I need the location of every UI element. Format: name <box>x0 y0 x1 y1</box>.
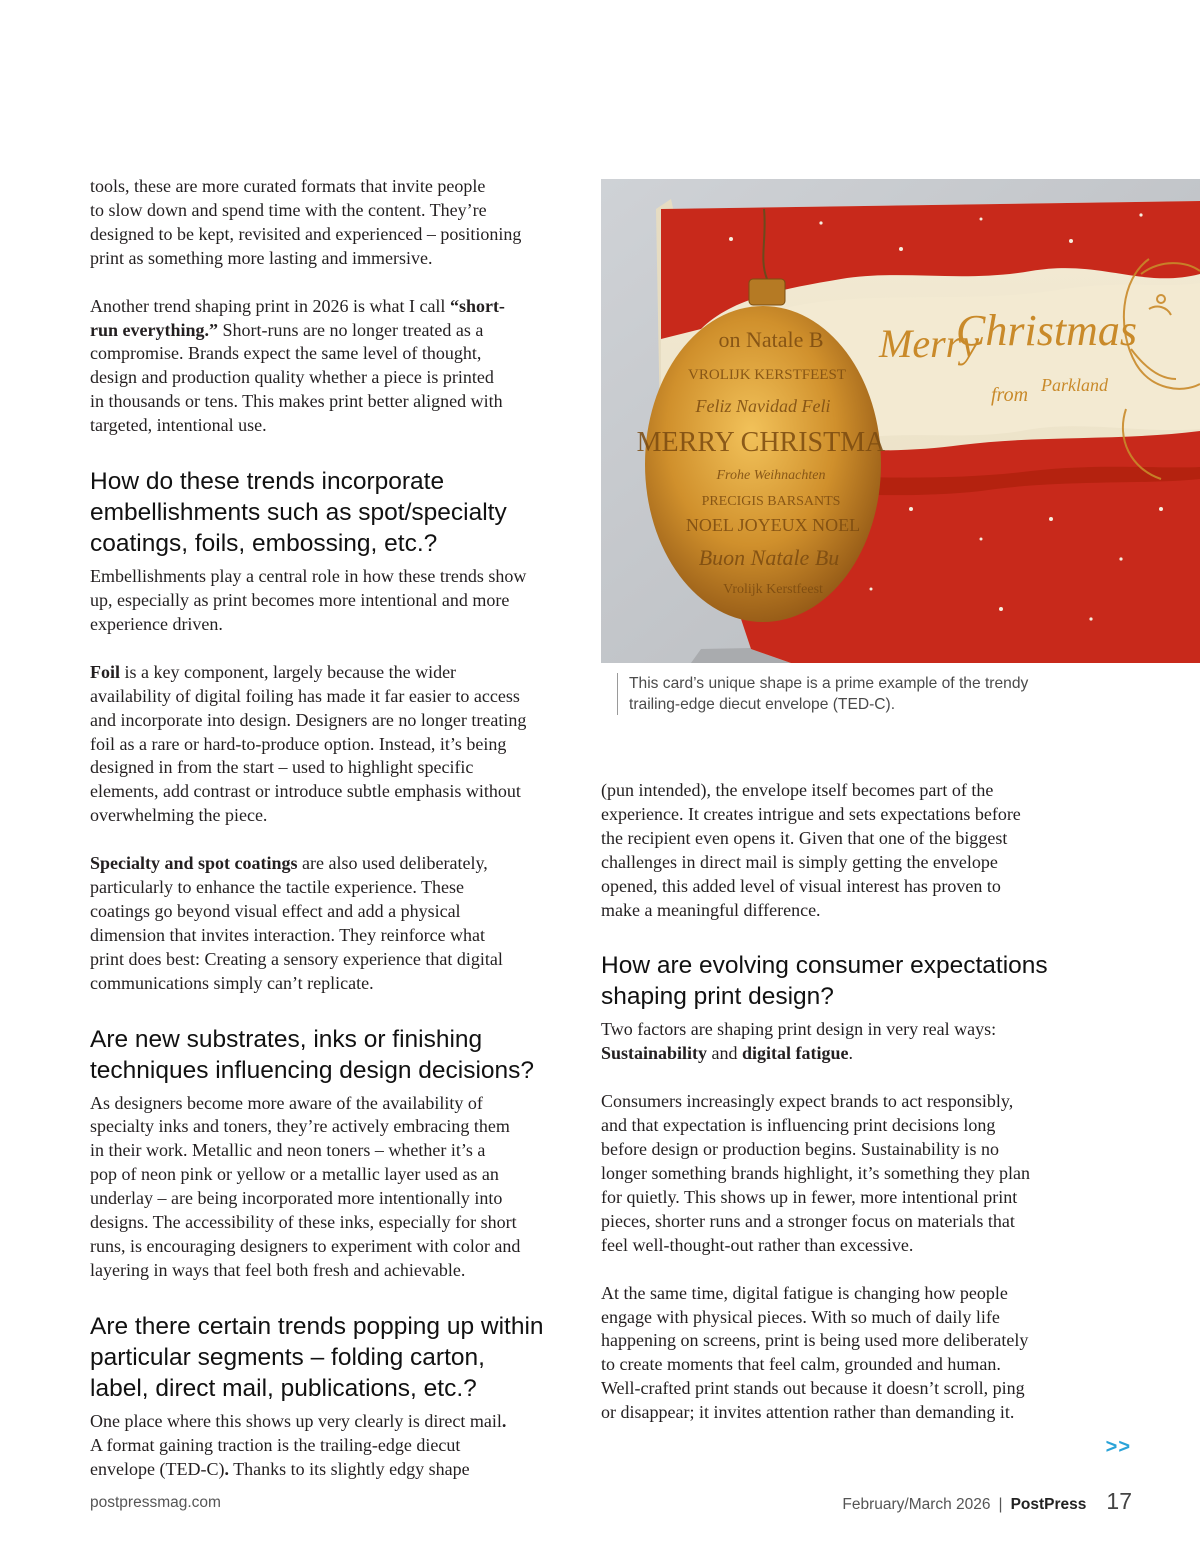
footer-website: postpressmag.com <box>90 1494 221 1511</box>
svg-text:PRECIGIS BARSANTS: PRECIGIS BARSANTS <box>701 494 841 509</box>
body-paragraph: As designers become more aware of the availability of specialty inks and toners, they’re actively embracing them in their work. Metallic and neon toners – whether it’s a pop of neon pink or yellow or a metallic layer used as an underlay – are being incorporated more intentionally into designs. The accessibility of these inks, especially for short runs, is encouraging designers to experiment with color and layering in ways that feel both fresh and achievable. <box>90 1092 521 1280</box>
figure-caption: This card’s unique shape is a prime example of the trendy trailing-edge diecut envelope (TED-C). <box>617 673 1149 715</box>
svg-text:Vrolijk Kerstfeest: Vrolijk Kerstfeest <box>723 582 823 597</box>
footer-separator: | <box>998 1496 1003 1513</box>
bold-term: Foil <box>90 661 120 682</box>
section-heading: How are evolving consumer expectations shaping print design? <box>601 952 1048 1011</box>
body-paragraph: Embellishments play a central role in how these trends show up, especially as print becomes more intentional and more experience driven. <box>90 566 527 634</box>
card-illustration <box>601 179 1200 663</box>
card-merry-text: Merry <box>879 321 979 366</box>
svg-text:MERRY CHRISTMA: MERRY CHRISTMA <box>636 427 886 458</box>
footer-issue-date: February/March 2026 <box>842 1496 991 1513</box>
svg-text:Buon Natale Bu: Buon Natale Bu <box>698 545 840 570</box>
card-christmas-text: Christmas <box>956 306 1137 355</box>
card-sender-text: Parkland <box>1041 375 1108 395</box>
left-column <box>90 175 580 1482</box>
bold-term: Sustainability <box>601 1043 708 1064</box>
section-heading: Are there certain trends popping up within particular segments – folding carton, label, direct mail, publications, etc.? <box>90 1312 544 1402</box>
bold-term: “short- run everything.” <box>90 295 505 340</box>
christmas-card-photo <box>601 179 1200 663</box>
svg-text:Frohe Weihnachten: Frohe Weihnachten <box>716 468 826 483</box>
footer-issue-info <box>842 1488 1132 1515</box>
right-column <box>601 779 1091 1425</box>
body-paragraph: Another trend shaping print in 2026 is what I call “short- run everything.” Short-runs are no longer treated as a compromise. Brands expect the same level of thought, design and production quality whether a piece is printed in thousands or tens. This makes print better aligned with targeted, intentional use. <box>90 295 505 436</box>
svg-text:VROLIJK KERSTFEEST: VROLIJK KERSTFEEST <box>688 367 846 383</box>
svg-text:NOEL JOYEUX NOEL: NOEL JOYEUX NOEL <box>685 515 861 535</box>
section-heading: Are new substrates, inks or finishing techniques influencing design decisions? <box>90 1025 535 1084</box>
svg-text:on Natale B: on Natale B <box>718 327 824 352</box>
continue-arrow-icon: >> <box>1105 1436 1131 1458</box>
card-from-text: from <box>991 384 1029 406</box>
section-heading: How do these trends incorporate embellishments such as spot/specialty coatings, foils, embossing, etc.? <box>90 468 507 558</box>
body-paragraph: (pun intended), the envelope itself becomes part of the experience. It creates intrigue and sets expectations before the recipient even opens it. Given that one of the biggest challenges in direct mail is simply getting the envelope opened, this added level of visual interest has proven to make a meaningful difference. <box>601 780 1021 920</box>
body-paragraph: At the same time, digital fatigue is changing how people engage with physical pieces. With so much of daily life happening on screens, print is being used more deliberately to create moments that feel calm, grounded and human. Well-crafted print stands out because it doesn’t scroll, ping or disappear; it invites attention rather than demanding it. <box>601 1282 1029 1423</box>
body-paragraph: Specialty and spot coatings are also used deliberately, particularly to enhance the tactile experience. These coatings go beyond visual effect and add a physical dimension that invites interaction. They reinforce what print does best: Creating a sensory experience that digital communications simply can’t replicate. <box>90 853 503 993</box>
body-paragraph: One place where this shows up very clearly is direct mail. A format gaining traction is the trailing-edge diecut envelope (TED-C). Thanks to its slightly edgy shape <box>90 1410 507 1479</box>
body-paragraph: Consumers increasingly expect brands to act responsibly, and that expectation is influencing print decisions long before design or production begins. Sustainability is no longer something brands highlight, it’s something they plan for quietly. This shows up in fewer, more intentional print pieces, shorter runs and a stronger focus on materials that feel well-thought-out rather than excessive. <box>601 1091 1030 1255</box>
footer-publication: PostPress <box>1010 1496 1087 1513</box>
bold-term: Specialty and spot coatings <box>90 853 298 874</box>
page-number: 17 <box>1106 1488 1132 1514</box>
bold-term: digital fatigue <box>742 1043 849 1064</box>
body-paragraph: Foil is a key component, largely because the wider availability of digital foiling has made it far easier to access and incorporate into design. Designers are no longer treating foil as a rare or hard-to-produce option. Instead, it’s being designed in from the start – used to highlight specific elements, add contrast or introduce subtle emphasis without overwhelming the piece. <box>90 661 527 826</box>
svg-text:Feliz Navidad Feli: Feliz Navidad Feli <box>695 396 831 416</box>
body-paragraph: tools, these are more curated formats that invite people to slow down and spend time with the content. They’re designed to be kept, revisited and experienced – positioning print as something more lasting and immersive. <box>90 176 522 268</box>
body-paragraph: Two factors are shaping print design in very real ways: Sustainability and digital fatigue. <box>601 1019 997 1064</box>
